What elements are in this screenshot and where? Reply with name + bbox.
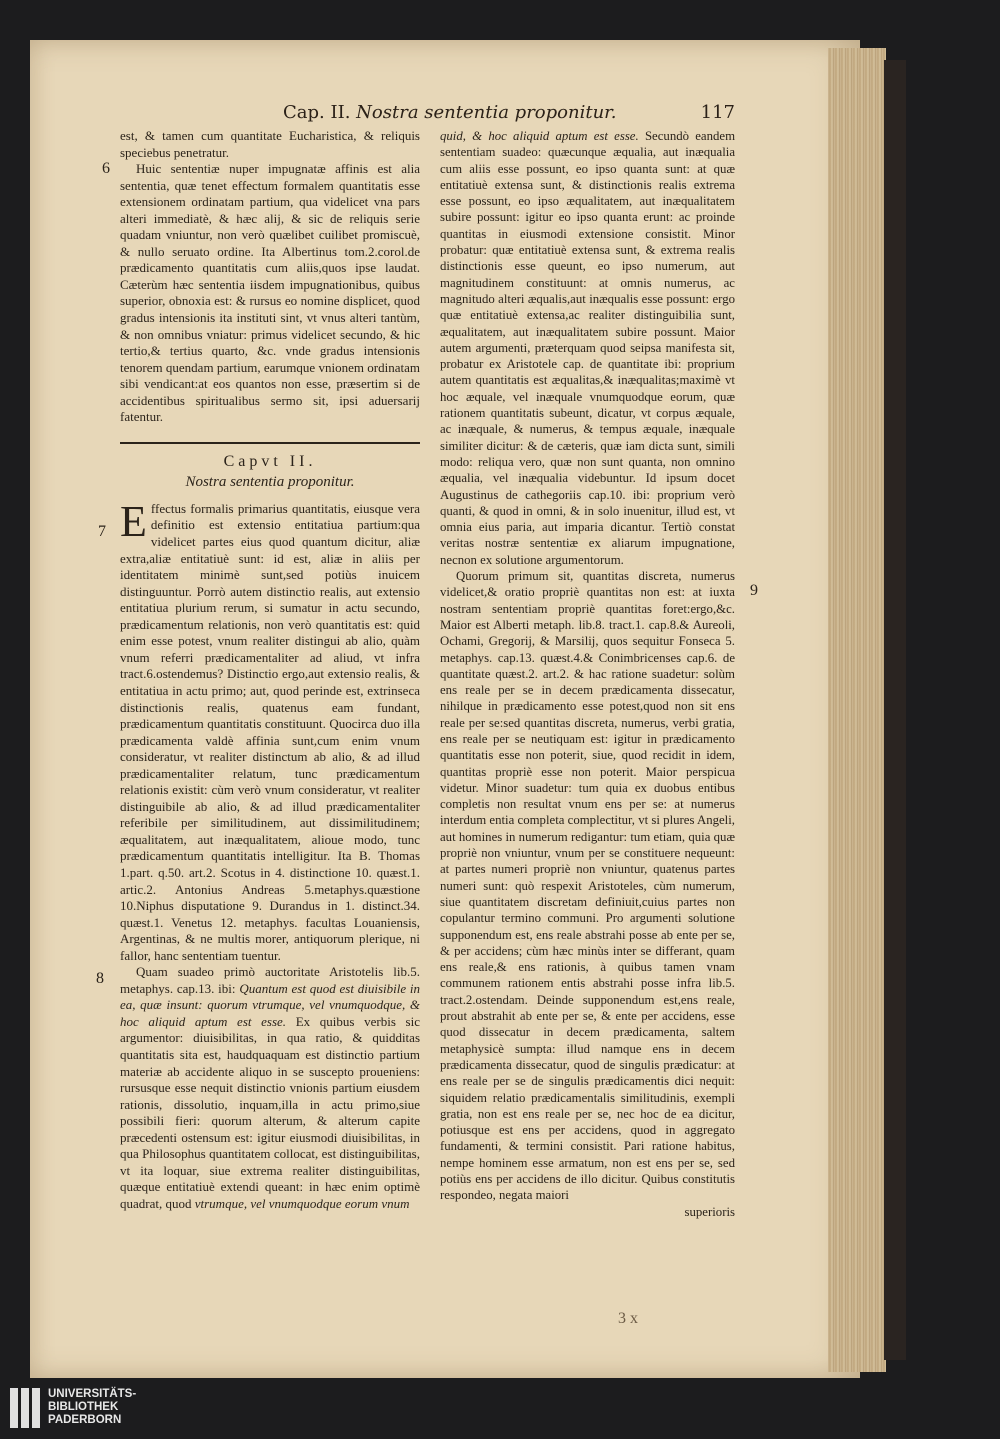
paragraph-7 [120,496,420,964]
page-edges [828,48,886,1372]
running-head-chapter: Cap. II. [283,102,351,123]
continued-quote: quid, & hoc aliquid aptum est esse. [440,129,639,143]
left-column [120,128,420,1212]
section-rule [120,442,420,444]
page-number: 117 [700,102,735,123]
drop-cap: E [120,496,147,546]
paragraph: est, & tamen cum quantitate Eucharistica, & reliquis speciebus penetratur. [120,128,420,160]
pencil-mark: 3 x [618,1310,638,1327]
catchword: superioris [684,1204,735,1219]
paragraph-8-tail: vtrumque, vel vnumquodque eorum vnum [194,1195,410,1211]
logo-line: UNIVERSITÄTS- [48,1388,137,1400]
library-logo-text [48,1388,136,1427]
logo-line: BIBLIOTHEK [48,1401,119,1413]
logo-line: PADERBORN [48,1414,122,1426]
right-column [440,128,735,1220]
paragraph: Huic sententiæ nuper impugnatæ affinis est alia sententia, quæ tenet effectum formalem quantitatis esse extensionem ordinatam partium, qua videlicet vna pars alteri immediatè, & hæc alij, & sic de reliquis serie quadam vniuntur, non verò quælibet cuilibet promiscuè, & nullo seruato ordine. Ita Albertinus tom.2.corol.de prædicamento quantitatis cum aliis,quos ipse laudat. Cæterùm hæc sententia iisdem impugnationibus, quibus superior, obnoxia est: & rursus eo nomine displicet, quod gradus intensionis ita instituti sint, vt vnus alteri tantùm, & non omnibus vniatur: primus videlicet secundo, & hic tertio,& tertius quarto, &c. vnde gradus intensionis tenorem quendam partium, earumque vnionem ordinatam sibi vendicant:at eos quantos non esse, præsertim si de accidentibus spiritualibus sermo sit, ipsi aduersarij fatentur. [120,161,420,425]
aristotle-quote: Quantum est quod est diuisibile in ea, quæ insunt: quorum vtrumque, vel vnumquodque, & hoc aliquid aptum est esse. [120,980,420,1029]
paragraph-9: Quorum primum sit, quantitas discreta, numerus videlicet,& oratio propriè quantitas non est: at iuxta nostram sententiam propriè quantitas foret:ergo,&c. Maior est Alberti metaph. lib.8. tract.1. cap.8.& Aureoli, Ochami, Gregorij, & Marsilij, quos sequitur Fonseca 5. metaphys. cap.13. quæst.4.& Conimbricenses cap.6. de quantitate quæst.2. art.2. & hac ratione suadetur: solùm ens reale per se in decem prædicamenta dissecatur, nihilque in prædicamento esse potest,quod non sit ens reale per se:sed quantitas discreta, numerus, verbi gratia, ens reale per se neutiquam est: igitur in prædicamento quantitatis esse non poterit, siue, quod recidit in idem, quantitas propriè esse non poterit. Maior perspicua videtur. Minor suadetur: tum quia ex duobus entibus completis non resultat vnum ens per se: at numerus interdum entia completa complectitur, vt si plures Angeli, aut homines in numerum redigantur: tum etiam, quia quæ propriè non vniuntur, vnum per se constituere nequeunt: at partes numeri propriè non vniuntur, quatenus partes numeri sunt: quò respexit Aristoteles, cùm numerum, siue quantitatem discretam definiuit,cuius partes non copulantur termino communi. Pro argumenti solutione supponendum est, ens reale abstrahi posse ab ente per se, & per accidens; cùm hæc minùs inter se differant, quam ens reale,& ens rationis, à quibus tamen vnam communem rationem entis abstrahi posse infra lib.5. tract.2.ostendam. Deinde supponendum est,ens reale, prout abstrahit ab ente per se, & ente per accidens, esse quod dissecatur in decem prædicamenta, saltem metaphysicè sumpta: illud namque ens in decem prædicamenta dissecatur, quod de singulis prædicatur: at ens reale per se de singulis prædicamentis dici nequit: siquidem relatio prædicamentalis similitudinis, exempli gratia, non est ens reale per se, nec hoc de ea dicitur, potiusque est ens per accidens, quod in aggregato fundamenti, & termini consistit. Pari ratione habitus, nempe hominem esse armatum, non est ens per se, sed potiùs ens per accidens de illo dicitur. Quibus constitutis respondeo, negata maiori [440,569,735,1203]
paragraph-8 [120,964,420,1212]
margin-number-8: 8 [96,970,104,987]
running-head [283,102,735,123]
library-logo [10,1388,136,1428]
margin-number-7: 7 [98,523,106,540]
paragraph-text: Secundò eandem sententiam suadeo: quæcunque æqualia, aut inæqualia cum aliis esse possunt, eo ipso quanta sunt: at quæ entitatiuè extensa sunt, & distinctionis realis extrema esse possunt, eo ipso æqualitatem, aut inæqualitatem subire possunt: igitur eo ipso quanta erunt: ac proinde quantitas in eiusmodi extensione consistit. Minor probatur: quæ entitatiuè extensa sunt, & extrema realis distinctionis esse queunt, eo ipso numerum, aut magnitudinem constituunt: at omnis numerus, ac magnitudo alteri æqualis,aut inæqualis esse possunt: ergo quæ entitatiuè extensa,ac realiter distinguibilia sunt, æqualitatem, aut inæqualitatem subire possunt. Maior autem argumenti, præterquam quod seipsa manifesta sit, probatur ex Aristotele cap. de quantitate ibi: proprium autem quantitatis est æqualitas,& inæqualitas;maximè vt hoc æquale, vel inæquale vnumquodque eorum, quæ rationem quantitatis subeunt, dicatur, vt corpus æquale, ac inæquale, & numerus, & tempus æquale, inæquale similiter dicitur: & de cæteris, quæ iam dicta sunt, simili modo: reliqua vero, quæ non sunt quanta, non omnino æqualia, vel inæqualia videbuntur. Id ipsum docet Augustinus de cathegoriis cap.10. ibi: proprium verò quanti, & quod in omni, & in solo inuenitur, illud est, vt omnia eius paria, aut imparia dicantur. Tertiò constat veritas nostræ sententiæ ex aliarum impugnatione, necnon ex solutione argumentorum. [440,129,736,567]
book-cover-edge [884,60,906,1360]
margin-number-9: 9 [750,582,758,599]
paragraph-7-text: ffectus formalis primarius quantitatis, eiusque vera definitio est extensio entitatiua partium:qua videlicet partes eius quod quantum dicitur, aliæ extra,aliæ entitatiuè sunt: id est, aliæ in aliis per identitatem minimè sunt,sed potiùs inuicem distinguuntur. Porrò autem distinctio realis, aut extensio entitatiua plurium rerum, si sumatur in actu secundo, prædicamentum relationis, non verò quantitatis est: quid enim esse potest, vnum realiter distingui ab alio, quàm vnum referri prædicamentaliter ad aliud, vt infra tract.6.ostendemus? Distinctio ergo,aut extensio realis, & entitatiua in actu primo; aut, quod perinde est, extrinseca distinctionis realis, quatenus eam fundant, prædicamentum quantitatis constituunt. Quocirca duo illa prædicamenta valdè affinia sunt,cum enim vnum consideratur, vt realiter distinctum ab alio, & ad illud prædicamentaliter relatum, tunc prædicamentum relationis existit: cùm verò vnum consideratur, vt realiter distinguibile ab alio, & ad illud prædicamentaliter referibile per similitudinem, aut dissimilitudinem; æqualitatem, aut inæqualitatem, alioue modo, tunc prædicamentum quantitatis intelligitur. Ita B. Thomas 1.part. q.50. art.2. Scotus in 4. distinctione 10. quæst.1. artic.2. Antonius Andreas 5.metaphys.quæstione 10.Niphus disputatione 9. Durandus in 1. distinct.34. quæst.1. Venetus 12. metaphys. facultas Louaniensis, Argentinas, & ne multis morer, antiquorum plerique, ni fallor, hanc sententiam tuentur. [120,500,420,963]
paragraph [440,128,735,568]
chapter-subtitle: Nostra sententia proponitur. [185,474,355,491]
paragraph-8-text: Ex quibus verbis sic argumentor: diuisibilitas, in qua ratio, & quidditas quantitatis sita est, haudquaquam est distinctio partium materiæ ab accidente aliquo in se suscepto proueniens: rursusque esse nequit distinctio vnionis partium eiusdem rationis, dissolutio, inquam,illa in actu primo,siue possibili fieri: quorum alterum, & alterum capite præcedenti ostensum est: igitur eiusmodi diuisibilitas, in qua Philosophus quantitatem collocat, est distinguibilitas, vt ita loquar, siue extrema realiter distinguibilitas, quæque entitatiuè extendi queant: in hæc enim optimè quadrat, quod [120,1013,420,1211]
paragraph-8-intro: Quam suadeo primò auctoritate Aristotelis lib.5. metaphys. cap.13. ibi: [120,964,420,996]
library-logo-icon [10,1388,40,1428]
chapter-heading: Capvt II. [223,452,317,470]
margin-number-6: 6 [102,160,110,177]
running-head-title: Nostra sententia proponitur. [356,102,617,123]
